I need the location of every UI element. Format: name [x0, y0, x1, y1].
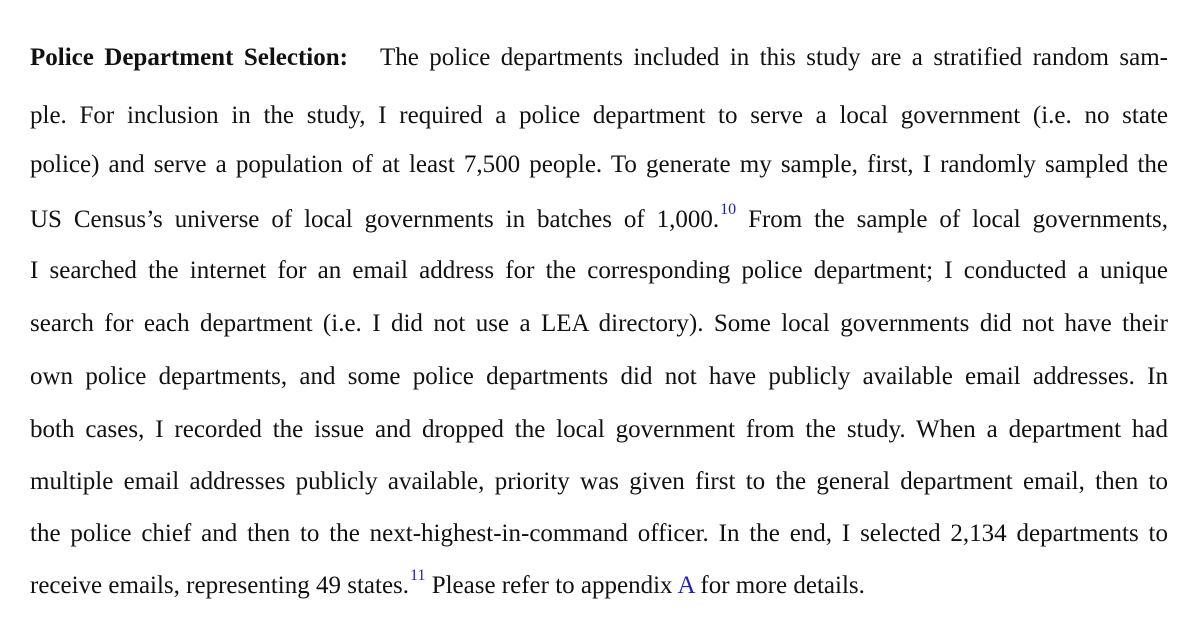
text-line-10: the police chief and then to the next-highest-in-command officer. In the end, I selected 2,134 departments to	[30, 520, 1168, 547]
text-line-11-post: for more details.	[700, 572, 865, 599]
text-line-9: multiple email addresses publicly available, priority was given first to the general department email, then to	[30, 468, 1168, 495]
text-line-7: own police departments, and some police departments did not have publicly available email addresses. In	[30, 363, 1168, 390]
text-line-11-mid: Please refer to appendix	[431, 572, 673, 599]
text-line-4-pre: US Census’s universe of local governments in batches of 1,000.	[30, 206, 720, 233]
text-line-11	[30, 566, 1168, 606]
footnote-10-link[interactable]: 10	[720, 200, 737, 218]
text-line-1-body: The police departments included in this study are a stratified random sam-	[379, 44, 1168, 71]
text-line-1	[30, 38, 1168, 78]
text-line-2: ple. For inclusion in the study, I required a police department to serve a local government (i.e. no state	[30, 102, 1168, 129]
section-heading: Police Department Selection:	[30, 44, 348, 71]
text-line-5: I searched the internet for an email address for the corresponding police department; I conducted a unique	[30, 257, 1168, 284]
text-line-11-pre: receive emails, representing 49 states.	[30, 572, 410, 599]
text-line-4	[30, 200, 1168, 240]
appendix-a-link[interactable]: A	[677, 572, 695, 599]
text-line-8: both cases, I recorded the issue and dropped the local government from the study. When a department had	[30, 416, 1168, 443]
footnote-11-link[interactable]: 11	[410, 566, 426, 584]
text-line-6: search for each department (i.e. I did not use a LEA directory). Some local governments did not have their	[30, 310, 1168, 337]
text-line-3: police) and serve a population of at least 7,500 people. To generate my sample, first, I randomly sampled the	[30, 151, 1168, 178]
text-line-4-post: From the sample of local governments,	[748, 206, 1168, 233]
